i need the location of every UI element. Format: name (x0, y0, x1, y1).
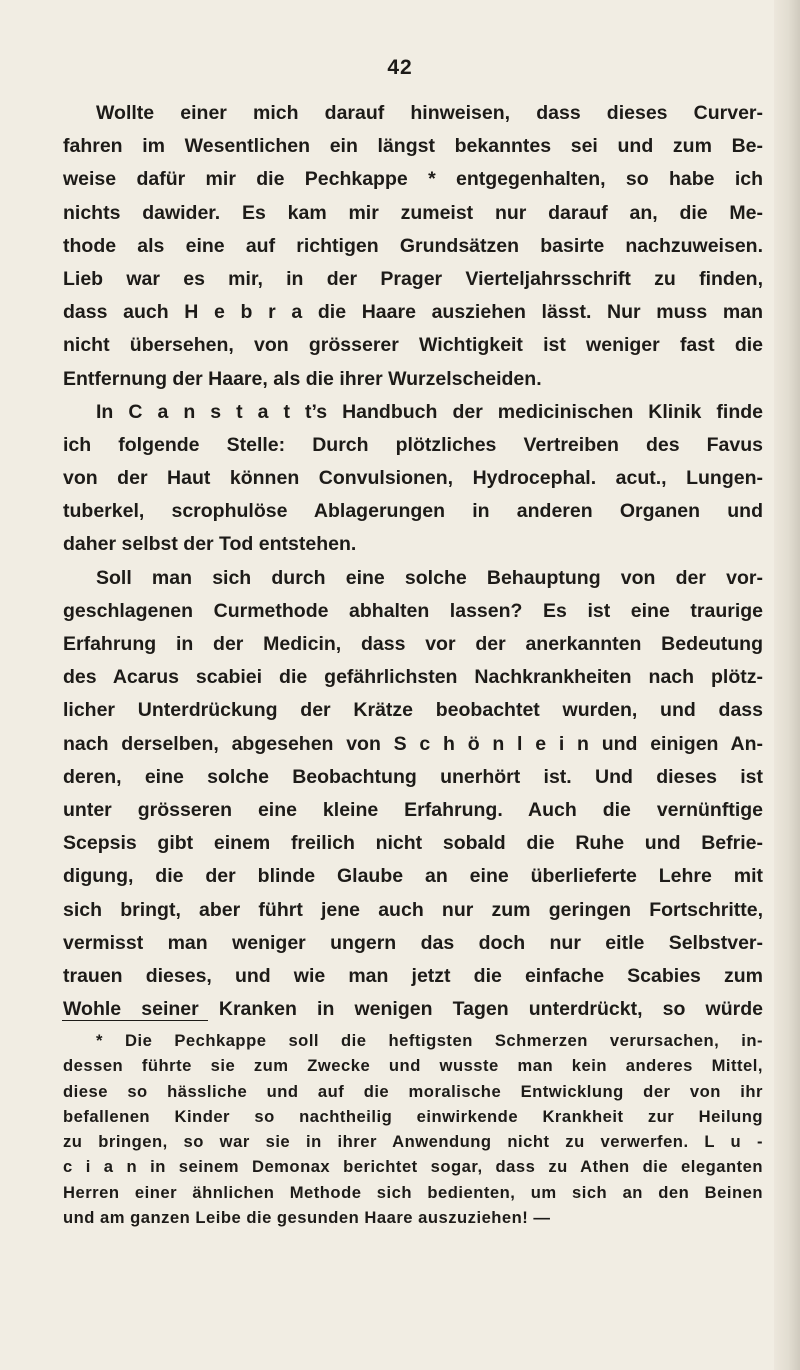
text-line: thode als eine auf richtigen Grundsätzen basirte nachzuweisen. (63, 234, 763, 257)
text-line: daher selbst der Tod entstehen. (63, 533, 357, 556)
text-line: geschlagenen Curmethode abhalten lassen? Es ist eine traurige (63, 599, 763, 622)
text-line: weise dafür mir die Pechkappe * entgegenhalten, so habe ich (63, 168, 763, 191)
text-line: nichts dawider. Es kam mir zumeist nur darauf an, die Me- (63, 201, 763, 224)
text-line: tuberkel, scrophulöse Ablagerungen in anderen Organen und (63, 500, 763, 523)
footnote-line: dessen führte sie zum Zwecke und wusste man kein anderes Mittel, (63, 1056, 763, 1076)
text-line: vermisst man weniger ungern das doch nur eitle Selbstver- (63, 931, 763, 954)
text-line: trauen dieses, und wie man jetzt die einfache Scabies zum (63, 964, 763, 987)
text-line: sich bringt, aber führt jene auch nur zum geringen Fortschritte, (63, 898, 763, 921)
text-line: unter grösseren eine kleine Erfahrung. Auch die vernünftige (63, 798, 763, 821)
text-line: nicht übersehen, von grösserer Wichtigkeit ist weniger fast die (63, 334, 763, 357)
footnote-line: c i a n in seinem Demonax berichtet sogar, dass zu Athen die eleganten (63, 1157, 763, 1177)
text-line: digung, die der blinde Glaube an eine überlieferte Lehre mit (63, 865, 763, 888)
text-line: fahren im Wesentlichen ein längst bekanntes sei und zum Be- (63, 135, 763, 158)
page-number: 42 (387, 56, 413, 79)
body-text (63, 97, 763, 1026)
footnote-divider (62, 1020, 208, 1021)
text-line: Erfahrung in der Medicin, dass vor der anerkannten Bedeutung (63, 633, 763, 655)
footnote-line: Herren einer ähnlichen Methode sich bedienten, um sich an den Beinen (63, 1182, 763, 1202)
footnote-line: zu bringen, so war sie in ihrer Anwendung nicht zu verwerfen. L u - (63, 1132, 763, 1152)
text-line: des Acarus scabiei die gefährlichsten Nachkrankheiten nach plötz- (63, 666, 763, 689)
text-line: licher Unterdrückung der Krätze beobachtet wurden, und dass (63, 699, 763, 722)
text-line: Wollte einer mich darauf hinweisen, dass dieses Curver- (96, 102, 763, 124)
text-line: nach derselben, abgesehen von S c h ö n l e i n und einigen An- (63, 732, 763, 755)
footnote (63, 1028, 763, 1230)
footnote-line: und am ganzen Leibe die gesunden Haare auszuziehen! — (63, 1208, 551, 1228)
text-line: Soll man sich durch eine solche Behauptung von der vor- (96, 566, 763, 589)
text-line: ich folgende Stelle: Durch plötzliches Vertreiben des Favus (63, 433, 763, 456)
footnote-line: befallenen Kinder so nachtheilig einwirkende Krankheit zur Heilung (63, 1106, 763, 1126)
text-line: Entfernung der Haare, als die ihrer Wurzelscheiden. (63, 367, 542, 390)
footnote-line: diese so hässliche und auf die moralische Entwicklung der von ihr (63, 1081, 763, 1101)
text-line: Scepsis gibt einem freilich nicht sobald die Ruhe und Befrie- (63, 832, 763, 855)
text-line: von der Haut können Convulsionen, Hydrocephal. acut., Lungen- (63, 467, 763, 490)
text-line: Lieb war es mir, in der Prager Vierteljahrsschrift zu finden, (63, 267, 763, 290)
text-line: dass auch H e b r a die Haare ausziehen lässt. Nur muss man (63, 301, 763, 324)
text-line: In C a n s t a t t’s Handbuch der medicinischen Klinik finde (96, 400, 763, 423)
footnote-line: * Die Pechkappe soll die heftigsten Schmerzen verursachen, in- (96, 1031, 763, 1050)
text-line: Wohle seiner Kranken in wenigen Tagen unterdrückt, so würde (63, 998, 763, 1021)
page-edge-shadow (774, 0, 800, 1370)
text-line: deren, eine solche Beobachtung unerhört ist. Und dieses ist (63, 765, 763, 788)
